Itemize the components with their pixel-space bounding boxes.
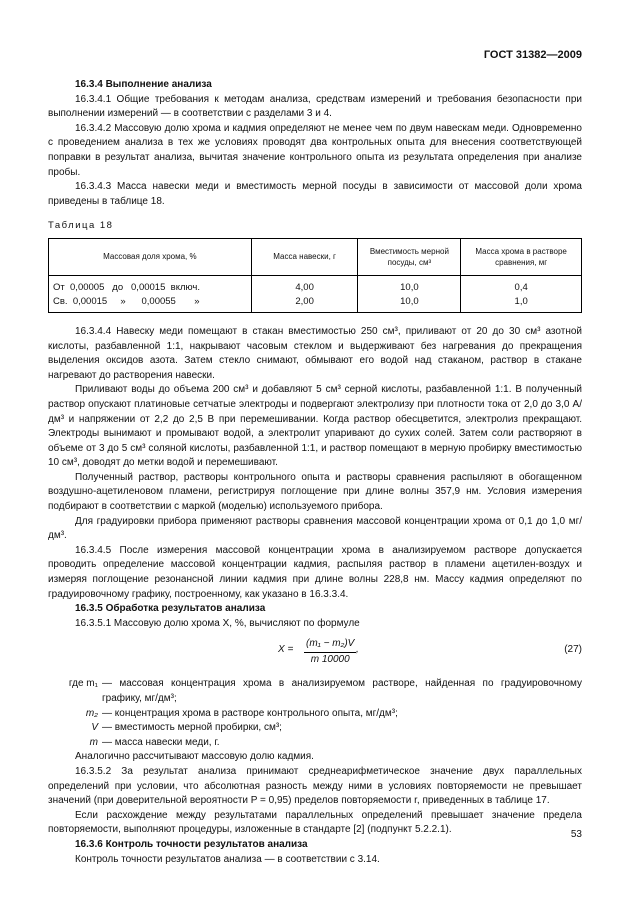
formula-number: (27) [564, 644, 582, 656]
paragraph: 16.3.5.2 За результат анализа принимают среднеарифметическое значение двух параллельных определений при условии, что абсолютная разность между ними в условиях повторяемости не превышает значений (при доверительной вероятности P = 0,95) пределов повторяемости r, приведенных в таблице 17. [48, 765, 582, 807]
table-cell: 4,00 [251, 275, 358, 295]
table-header-cell: Масса хрома в растворе сравнения, мг [461, 238, 582, 275]
where-label: m₂ [85, 707, 98, 719]
paragraph: 16.3.4.1 Общие требования к методам анализа, средствам измерений и требования безопасности при выполнении измерений — в соответствии с разделами 3 и 4. [48, 93, 582, 120]
paragraph: Аналогично рассчитывают массовую долю кадмия. [75, 751, 314, 763]
table-cell: 10,0 [358, 275, 461, 295]
paragraph: Если расхождение между результатами параллельных определений превышает значение предела повторяемости, выполняют процедуры, изложенные в стандарте [2] (подпункт 5.2.2.1). [48, 809, 582, 836]
table-cell: 2,00 [251, 295, 358, 313]
section-title-16-3-6: 16.3.6 Контроль точности результатов анализа [75, 838, 308, 850]
table-row [49, 275, 582, 295]
table-cell: 1,0 [461, 295, 582, 313]
formula-denominator: m 10000 [310, 654, 350, 665]
formula-lhs: X = [278, 644, 294, 656]
paragraph: Для градуировки прибора применяют растворы сравнения массовой концентрации хрома от 0,1 до 1,0 мг/дм³. [48, 515, 582, 542]
page-number: 53 [570, 829, 582, 840]
where-item [48, 677, 582, 706]
table-header-cell: Массовая доля хрома, % [49, 238, 252, 275]
paragraph: Приливают воды до объема 200 см³ и добавляют 5 см³ серной кислоты, разбавленной 1:1. В полученный раствор опускают платиновые сетчатые электроды и подвергают электролизу при плотности тока от 2,0 до 3,0 А/дм³ и напряжении от 2,2 до 2,5 В при перемешивании. Когда раствор обесцветится, электролиз прекращают. Электроды вынимают и промывают водой, а электролит упаривают до сухих солей. Затем соли растворяют в объеме от 3 до 5 см³ соляной кислоты, разбавленной 1:1, и раствор помещают в мерную пробирку вместимостью 10 см³, доводят до метки водой и перемешивают. [48, 384, 582, 469]
where-text: — масса навески меди, г. [102, 736, 220, 748]
table-header-cell: Масса навески, г [251, 238, 358, 275]
formula-numerator: (m₁ − m₂)V [304, 637, 356, 653]
paragraph: 16.3.4.5 После измерения массовой концентрации хрома в анализируемом растворе допускается проводить определение массовой концентрации кадмия, распыляя раствор в пламени ацетилен-воздух и измеряя поглощение резонансной линии кадмия при длине волны 228,8 нм. Массу кадмия определяют по градуировочному графику, построенному, как указано в 16.3.3.4. [48, 544, 582, 600]
formula-fraction [304, 637, 356, 667]
table-18 [48, 238, 582, 313]
where-label: V [91, 722, 98, 734]
formula-tail: , [356, 644, 359, 656]
section-title-16-3-4: 16.3.4 Выполнение анализа [75, 79, 212, 90]
section-title-16-3-5: 16.3.5 Обработка результатов анализа [75, 603, 266, 615]
formula-27 [48, 637, 582, 673]
table-cell: От 0,00005 до 0,00015 включ. [49, 275, 252, 295]
table-cell: 0,4 [461, 275, 582, 295]
table-header-cell: Вместимость мерной посуды, см³ [358, 238, 461, 275]
table-caption: Таблица 18 [48, 220, 114, 232]
document-header: ГОСТ 31382—2009 [483, 49, 582, 61]
paragraph: 16.3.5.1 Массовую долю хрома X, %, вычисляют по формуле [75, 617, 360, 629]
page-content [48, 78, 582, 867]
where-text: — концентрация хрома в растворе контрольного опыта, мг/дм³; [102, 707, 398, 719]
paragraph: 16.3.4.2 Массовую долю хрома и кадмия определяют не менее чем по двум навескам меди. Одновременно с проведением анализа в тех же условиях проводят два контрольных опыта для внесения соответствующей поправки в результат анализа, вычитая значение контрольного опыта из результата определения при анализе пробы. [48, 122, 582, 178]
where-item [48, 707, 582, 722]
paragraph: Полученный раствор, растворы контрольного опыта и растворы сравнения распыляют в обогащенном воздушно-ацетиленовом пламени, регистрируя поглощение при длине волны 357,9 нм. Условия измерения подбирают в соответствии с маркой (моделью) используемого прибора. [48, 471, 582, 513]
table-header-row [49, 238, 582, 275]
table-cell: Св. 0,00015 » 0,00055 » [49, 295, 252, 313]
where-label: m [89, 736, 98, 748]
where-text: — массовая концентрация хрома в анализируемом растворе, найденная по градуировочному графику, мг/дм³; [102, 678, 582, 704]
paragraph: 16.3.4.4 Навеску меди помещают в стакан вместимостью 250 см³, приливают от 20 до 30 см³ азотной кислоты, разбавленной 1:1, накрывают часовым стеклом и выдерживают без нагревания до прекращения выделения оксидов азота. Затем стекло снимают, обмывают его водой над стаканом, раствор в стакане нагревают до растворения навески. [48, 325, 582, 381]
paragraph: Контроль точности результатов анализа — в соответствии с 3.14. [75, 853, 380, 865]
paragraph: 16.3.4.3 Масса навески меди и вместимость мерной посуды в зависимости от массовой доли хрома приведены в таблице 18. [48, 181, 582, 207]
where-item [48, 736, 582, 751]
where-item [48, 721, 582, 736]
where-label: где m₁ [68, 678, 98, 690]
table-cell: 10,0 [358, 295, 461, 313]
where-text: — вместимость мерной пробирки, см³; [102, 722, 282, 734]
table-row [49, 295, 582, 313]
